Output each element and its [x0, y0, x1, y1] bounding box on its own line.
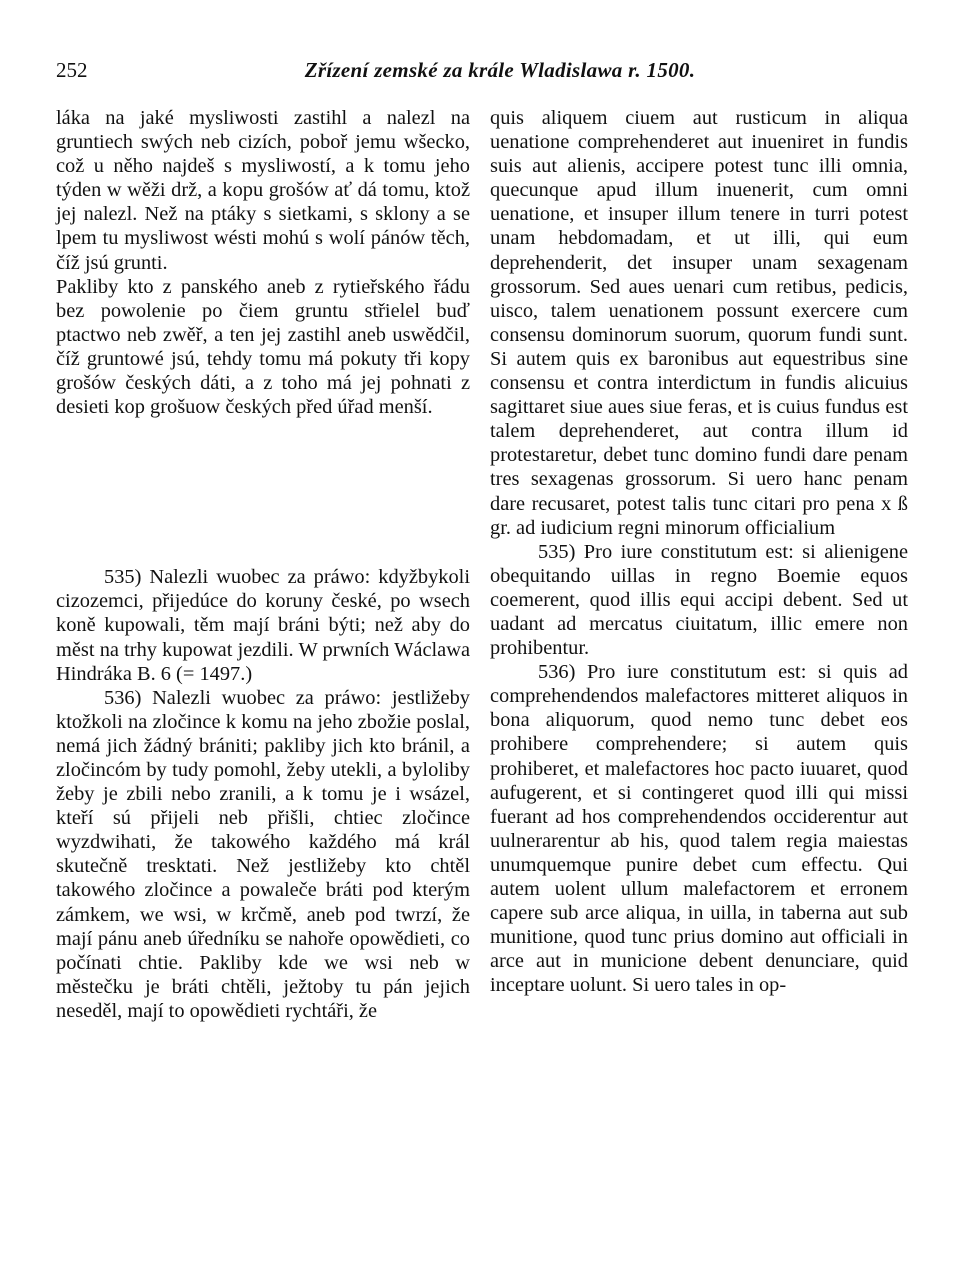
paragraph: Pakliby kto z panského aneb z rytieřského řádu bez powolenie po čiem gruntu střielel buď ptactwo neb zwěř, a ten jej zastihl aneb uswědčil, číž gruntowé jsú, tehdy tomu má pokuty tři kopy grošów českých dáti, a z toho má jej pohnati z desieti kop grošuow českých před úřad menší. [56, 275, 470, 419]
paragraph-535: 535) Nalezli wuobec za práwo: kdyžbykoli cizozemci, přijedúce do koruny české, po wsech koně kupowali, těm mají bráni býti; než aby do měst na trhy kupowat jezdili. W prwních Wáclawa Hindráka B. 6 (= 1497.) [56, 566, 470, 685]
paragraph-536: 536) Nalezli wuobec za práwo: jestližeby ktožkoli na zločince k komu na jeho zbožie poslal, nemá jich žádný brániti; pakliby jich kto bránil, a zločincóm by tudy pomohl, žeby utekli, a byloliby žeby je zbili nebo zranili, a k tomu je i wsázel, kteří sú přijeli neb přišli, chtiec zločince wyzdwihati, že takowého každého má král skutečně tresktati. Než jestližeby kto chtěl takowého zločince a powaleče bráti pod kterým zámkem, we wsi, w krčmě, aneb pod twrzí, že mají pánu aneb úředníku se nahoře opowědieti, co počínati chtie. Pakliby kde we wsi neb w městečku je bráti chtěli, ježtoby tu pán jejich neseděl, mají to opowědieti rychtáři, že [56, 686, 470, 1022]
paragraph-535: 535) Pro iure constitutum est: si alienigene obequitando uillas in regno Boemie equos coemerent, quod illis equi accipi debent. Sed ut uadant ad mercatus ciuitatum, illic emere non prohibentur. [490, 540, 908, 660]
right-column-latin [490, 106, 908, 997]
paragraph-536: 536) Pro iure constitutum est: si quis ad comprehendendos malefactores mitteret aliquos in bona aliquorum, quod nemo tunc debet eos prohibere comprehendere; si autem quis prohiberet, et malefactores hoc pacto iuuaret, quod aufugerent, et si contingeret quod illi qui missi fuerant ad hos comprehendendos occiderentur aut uulnerarentur ab his, quod talem regia maiestas unumquemque punire debet cum effectu. Qui autem uolent ullum malefactorem et erronem capere sub arce aliqua, in uilla, in taberna aut sub munitione, quod tunc prius domino aut officiali in arce aut in municione debent denunciare, quid inceptare uolunt. Si uero tales in op- [490, 661, 908, 997]
page-number: 252 [56, 58, 88, 82]
running-title: Zřízení zemské za krále Wladislawa r. 1500. [304, 58, 696, 82]
paragraph: quis aliquem ciuem aut rusticum in aliqua uenatione comprehenderet aut inueniret in fundis suis aut alienis, accipere potest tunc illi omnia, quecunque apud illum inuenerit, cum omni uenatione, et insuper illum tenere in turri potest unam hebdomadam, et ut illi, qui eum deprehenderit, det insuper unam sexagenam grossorum. Sed aues uenari cum retibus, pedicis, uisco, talem uenationem possunt exercere cum consensu dominorum suorum, quorum fundi sunt. Si autem quis ex baronibus aut equestribus sine consensu et contra interdictum in fundis alicuius sagittaret siue aues siue feras, et is cuius fundus est talem deprehenderet, aut contra illum id protestaretur, debet tunc domino fundi dare penam tres sexagenas grossorum. Si uero hanc penam dare recusaret, potest talis tunc citari pro pena x ß gr. ad iudicium regni minorum officialium [490, 107, 908, 539]
page-header [36, 58, 924, 92]
paragraph: láka na jaké mysliwosti zastihl a nalezl na gruntiech swých neb cizích, poboř jemu wšecko, což u něho najdeš s mysliwostí, a k tomu jeho týden w wěži drž, a kopu grošów ať dá tomu, ktož jej nalezl. Než na ptáky s sietkami, s sklony a se lpem tu mysliwost wésti mohú s wolí pánów těch, číž jsú grunti. [56, 107, 470, 274]
section-gap [56, 419, 470, 565]
left-column-czech [56, 106, 470, 1023]
